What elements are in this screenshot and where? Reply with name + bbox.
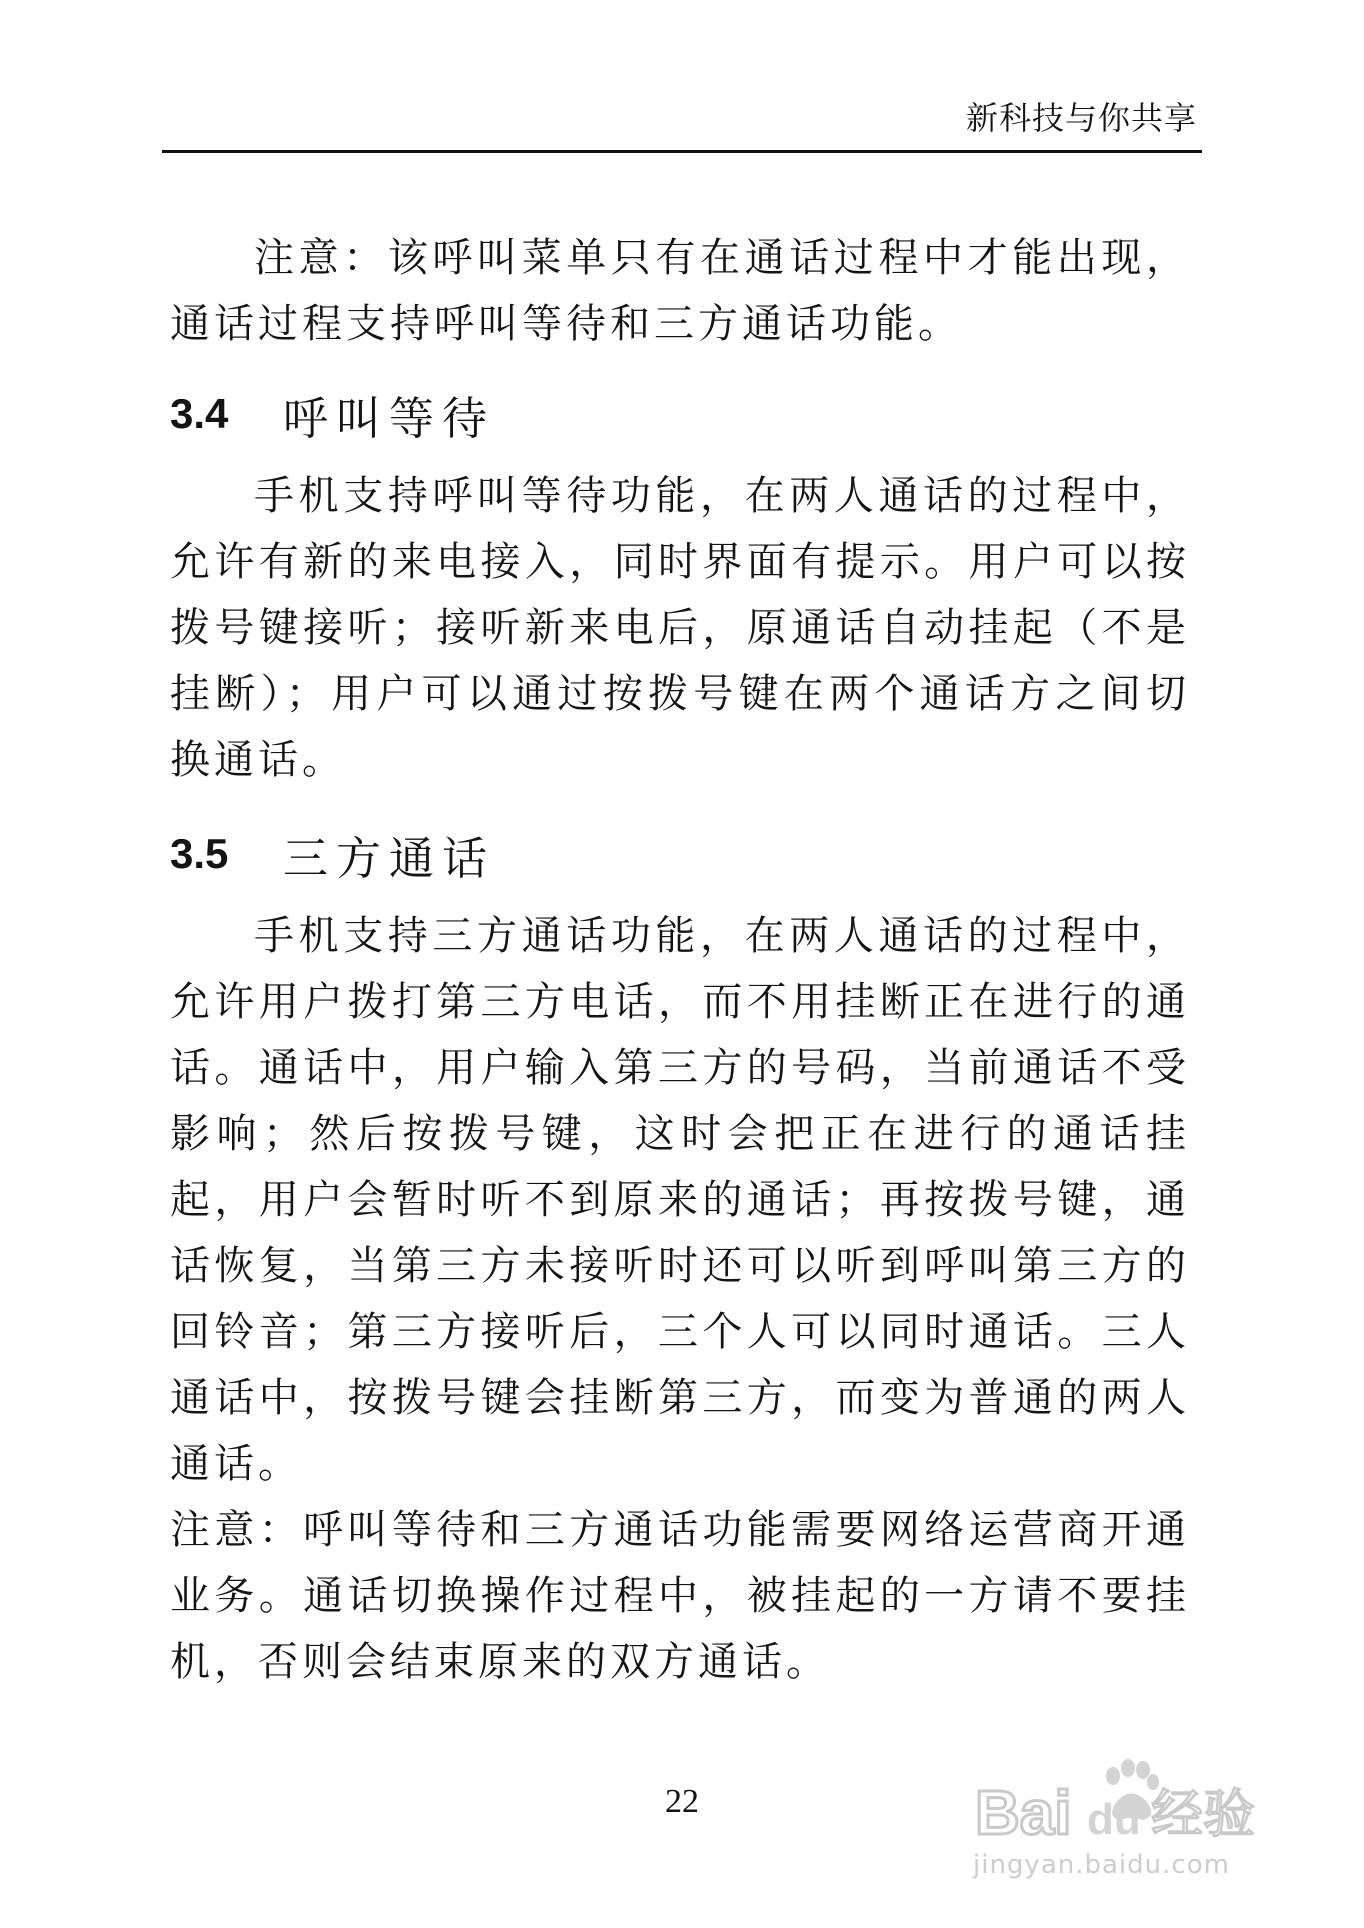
section-heading-3-5 — [170, 819, 1190, 889]
running-header: 新科技与你共享 — [965, 99, 1197, 137]
section-number: 3.5 — [170, 830, 229, 877]
section-number: 3.4 — [170, 390, 229, 437]
page-body — [170, 225, 1190, 1695]
watermark-url: jingyan.baidu.com — [973, 1850, 1230, 1880]
svg-text:经验: 经验 — [1151, 1785, 1256, 1845]
section-title: 三方通话 — [283, 831, 496, 885]
baidu-watermark — [935, 1738, 1295, 1888]
svg-text:Bai: Bai — [975, 1779, 1072, 1846]
svg-text:du: du — [1087, 1795, 1141, 1844]
section-title: 呼叫等待 — [283, 391, 496, 445]
section-heading-3-4 — [170, 379, 1190, 449]
section-3-4-body: 手机支持呼叫等待功能，在两人通话的过程中，允许有新的来电接入，同时界面有提示。用户可以按拨号键接听；接听新来电后，原通话自动挂起（不是挂断）；用户可以通过按拨号键在两个通话方之间切换通话。 — [170, 473, 1190, 783]
note-paragraph-top: 注意：该呼叫菜单只有在通话过程中才能出现，通话过程支持呼叫等待和三方通话功能。 — [170, 235, 1190, 347]
header-rule — [162, 150, 1202, 153]
baidu-jingyan-logo-icon — [975, 1746, 1275, 1846]
page-number: 22 — [665, 1783, 699, 1820]
note-paragraph-bottom: 注意：呼叫等待和三方通话功能需要网络运营商开通业务。通话切换操作过程中，被挂起的一方请不要挂机，否则会结束原来的双方通话。 — [170, 1507, 1190, 1685]
section-3-5-body: 手机支持三方通话功能，在两人通话的过程中，允许用户拨打第三方电话，而不用挂断正在进行的通话。通话中，用户输入第三方的号码，当前通话不受影响；然后按拨号键，这时会把正在进行的通话挂起，用户会暂时听不到原来的通话；再按拨号键，通话恢复，当第三方未接听时还可以听到呼叫第三方的回铃音；第三方接听后，三个人可以同时通话。三人通话中，按拨号键会挂断第三方，而变为普通的两人通话。 — [170, 913, 1190, 1487]
